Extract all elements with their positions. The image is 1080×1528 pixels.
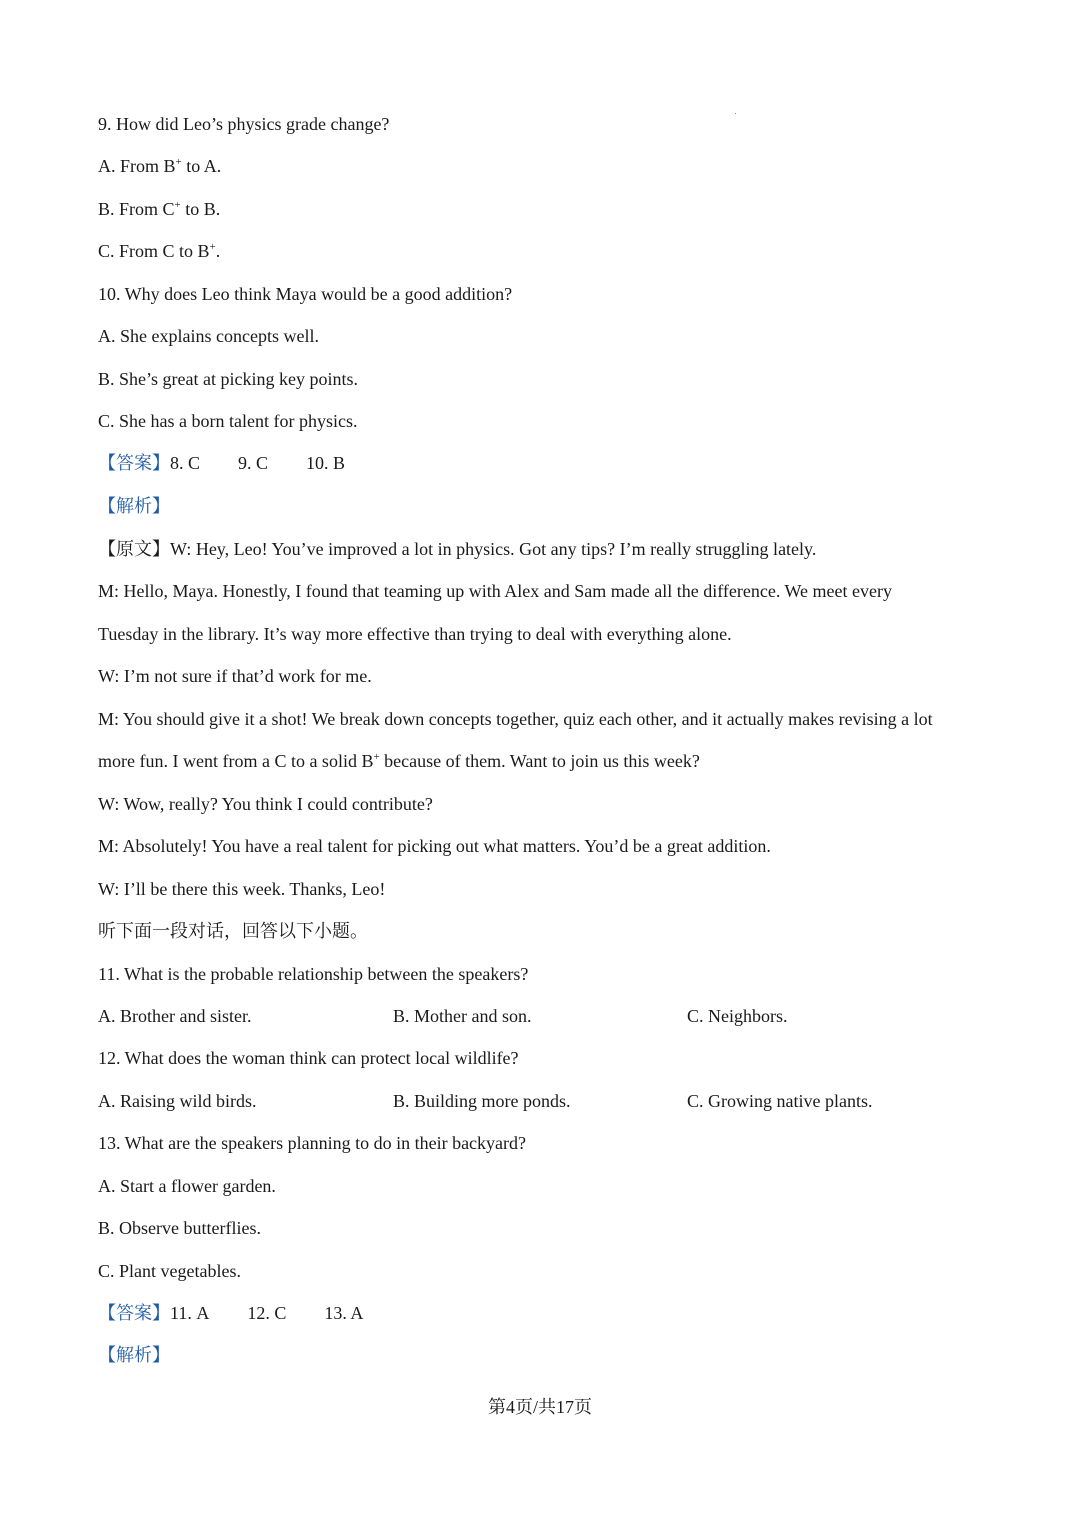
answer-11: 11. A [170, 1303, 210, 1323]
q13-option-b: B. Observe butterflies. [98, 1218, 261, 1238]
transcript-tag: 【原文】 [98, 539, 170, 559]
transcript-line-3: Tuesday in the library. It’s way more effective than trying to deal with everything alone. [98, 624, 732, 644]
transcript-line-9: W: I’ll be there this week. Thanks, Leo! [98, 879, 386, 899]
q9-option-a: A. From B+ to A. [98, 156, 222, 176]
analysis-tag-1: 【解析】 [98, 496, 170, 516]
answer-8: 8. C [170, 453, 201, 473]
transcript-line-5: M: You should give it a shot! We break down concepts together, quiz each other, and it actually makes revising a lot [98, 709, 933, 729]
speck [735, 113, 736, 114]
q12-option-a: A. Raising wild birds. [98, 1091, 257, 1111]
q12-option-b: B. Building more ponds. [393, 1091, 571, 1111]
answer-13: 13. A [324, 1303, 364, 1323]
answer-12: 12. C [247, 1303, 287, 1323]
transcript-line-1: 【原文】W: Hey, Leo! You’ve improved a lot in physics. Got any tips? I’m really struggling lately. [98, 539, 817, 559]
q10-question: 10. Why does Leo think Maya would be a good addition? [98, 284, 513, 304]
transcript-line-6: more fun. I went from a C to a solid B+ because of them. Want to join us this week? [98, 751, 700, 771]
answer-block-2 [98, 1301, 363, 1325]
q9-option-c: C. From C to B+. [98, 241, 221, 261]
section-instruction: 听下面一段对话，回答以下小题。 [98, 921, 368, 941]
q11-option-b: B. Mother and son. [393, 1006, 532, 1026]
q13-option-a: A. Start a flower garden. [98, 1176, 276, 1196]
answer-block-1 [98, 451, 345, 475]
transcript-line-4: W: I’m not sure if that’d work for me. [98, 666, 372, 686]
analysis-tag-2: 【解析】 [98, 1345, 170, 1365]
answer-tag: 【答案】 [98, 453, 170, 473]
q12-option-c: C. Growing native plants. [687, 1091, 873, 1111]
answer-9: 9. C [238, 453, 269, 473]
q9-question: 9. How did Leo’s physics grade change? [98, 114, 390, 134]
transcript-line-8: M: Absolutely! You have a real talent for picking out what matters. You’d be a great addition. [98, 836, 771, 856]
q9-option-b: B. From C+ to B. [98, 199, 221, 219]
q11-option-c: C. Neighbors. [687, 1006, 788, 1026]
page-number: 第4页/共17页 [487, 1397, 592, 1417]
q10-option-a: A. She explains concepts well. [98, 326, 319, 346]
q10-option-c: C. She has a born talent for physics. [98, 411, 358, 431]
answer-10: 10. B [306, 453, 346, 473]
transcript-line-2: M: Hello, Maya. Honestly, I found that teaming up with Alex and Sam made all the difference. We meet every [98, 581, 892, 601]
q13-question: 13. What are the speakers planning to do in their backyard? [98, 1133, 527, 1153]
q11-question: 11. What is the probable relationship between the speakers? [98, 964, 529, 984]
q13-option-c: C. Plant vegetables. [98, 1261, 241, 1281]
q12-question: 12. What does the woman think can protect local wildlife? [98, 1048, 519, 1068]
q11-option-a: A. Brother and sister. [98, 1006, 252, 1026]
answer-tag: 【答案】 [98, 1303, 170, 1323]
transcript-line-7: W: Wow, really? You think I could contribute? [98, 794, 433, 814]
q10-option-b: B. She’s great at picking key points. [98, 369, 358, 389]
